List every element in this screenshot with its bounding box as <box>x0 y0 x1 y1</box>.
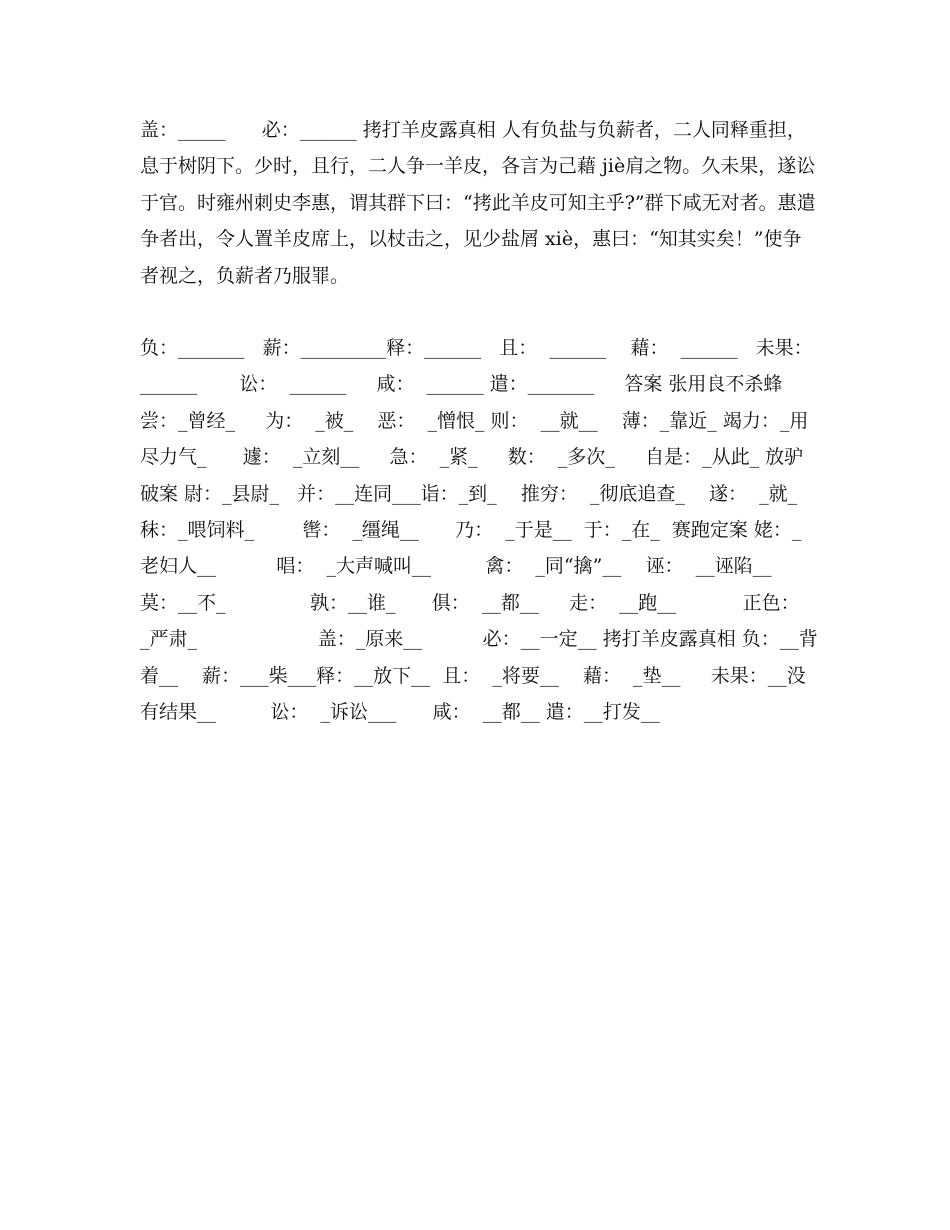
paragraph-spacer <box>140 294 820 330</box>
document-page <box>140 112 875 731</box>
paragraph-vocabulary-answers: 负：_______ 薪：_________释：______ 且： ______ 藉： ______ 未果：______ 讼： ______ 咸： ______ 遣：_______ 答案 张用良不杀蜂 尝：_曾经_ 为： _被_ 恶： _憎恨_ 则： __就__ 薄：_靠近_ 竭力：_用尽力气_ 遽： _立刻__ 急： _紧_ 数： _多次_ 自是：_从此_ 放驴破案 尉：_县尉_ 并：__连同___诣：_到_ 推穷： _彻底追查_ 遂： _就_ 秣：_喂饲料_ 辔： _缰绳__ 乃： _于是__ 于：_在_ 赛跑定案 姥：_老妇人__ 唱： _大声喊叫__ 禽： _同“擒”__ 诬： __诬陷__ 莫：__不_ 孰：__谁_ 俱： __都__ 走： __跑__ 正色： _严肃_ 盖：_原来__ 必：__一定__ 拷打羊皮露真相 负：__背着__ 薪：___柴___释：__放下__ 且： _将要__ 藉： _垫__ 未果：__没有结果__ 讼： _诉讼___ 咸： __都__ 遣：__打发__ <box>140 337 875 724</box>
paragraph-story-text: 盖：_____ 必：______ 拷打羊皮露真相 人有负盐与负薪者，二人同释重担，息于树阴下。少时，且行，二人争一羊皮，各言为己藉 jiè肩之物。久未果，遂讼于官。时雍州刺史李惠，谓其群下曰：“拷此羊皮可知主乎?”群下咸无对者。惠遣争者出，令人置羊皮席上，以杖击之，见少盐屑 xiè，惠曰：“知其实矣！”使争者视之，负薪者乃服罪。 <box>140 119 816 287</box>
